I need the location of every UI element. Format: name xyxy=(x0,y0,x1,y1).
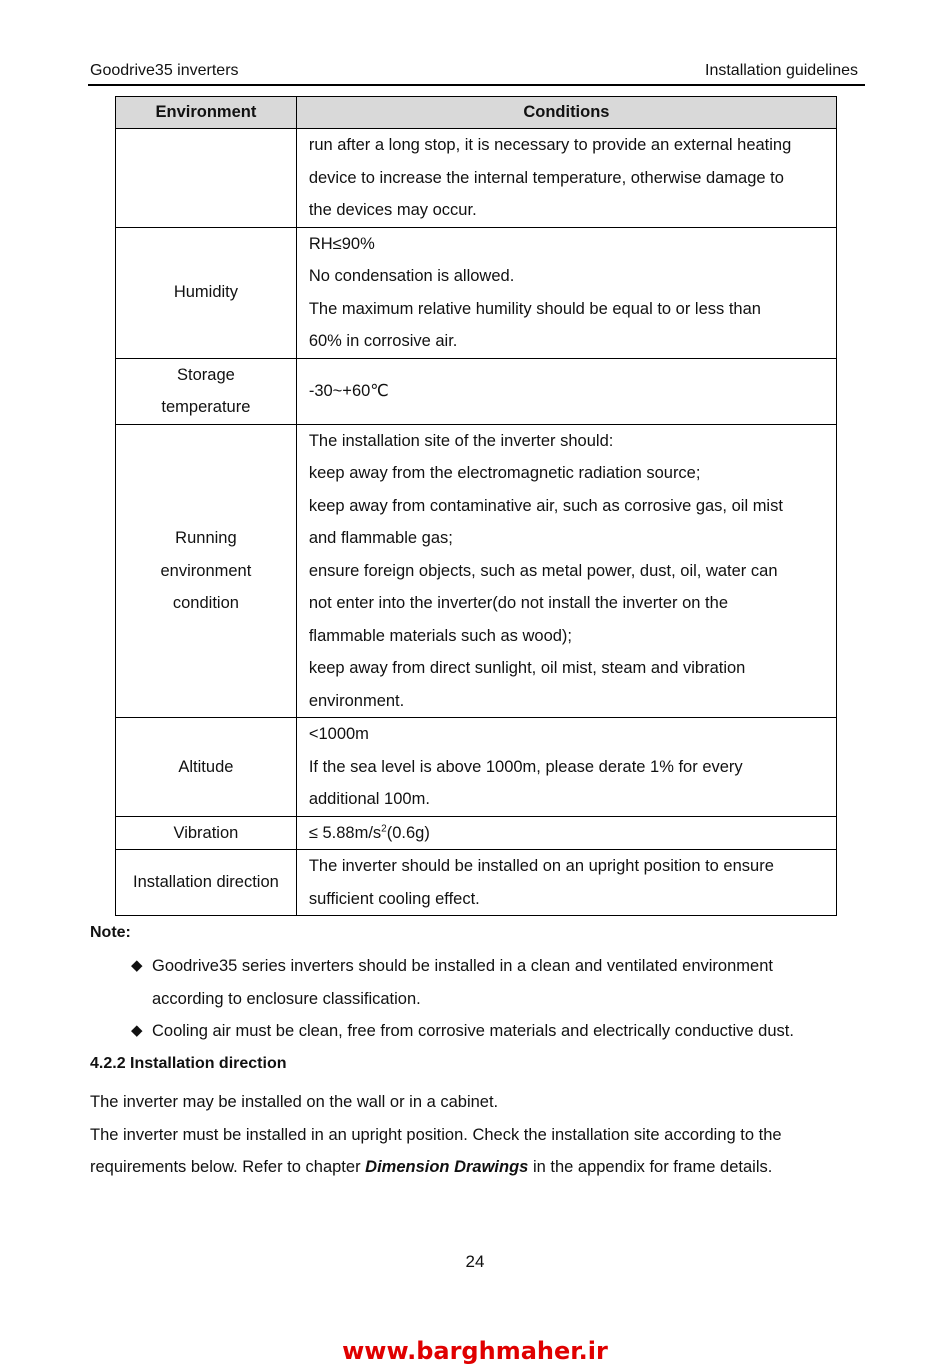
column-header-environment: Environment xyxy=(116,97,297,129)
bullet-line: Goodrive35 series inverters should be installed in a clean and ventilated environment xyxy=(152,957,773,975)
condition-line: If the sea level is above 1000m, please derate 1% for every xyxy=(308,757,743,776)
diamond-bullet-icon: ◆ xyxy=(131,957,143,974)
vibration-prefix: ≤ 5.88m/s xyxy=(308,823,382,842)
condition-line: No condensation is allowed. xyxy=(308,267,515,285)
note-bullet xyxy=(131,1015,841,1048)
paragraph-line: The inverter may be installed on the wall or in a cabinet. xyxy=(90,1093,499,1111)
environment-label: Humidity xyxy=(173,283,238,302)
conditions-cell xyxy=(296,816,836,850)
environment-label: condition xyxy=(172,594,239,612)
column-header-conditions: Conditions xyxy=(296,97,836,129)
condition-line: additional 100m. xyxy=(308,790,430,808)
environment-cell xyxy=(116,358,297,424)
condition-line: and flammable gas; xyxy=(308,529,453,547)
environment-label: Vibration xyxy=(173,823,239,842)
header-title: Goodrive35 inverters xyxy=(90,62,239,79)
chapter-reference: Dimension Drawings xyxy=(365,1158,529,1176)
condition-line: ensure foreign objects, such as metal power, dust, oil, water can xyxy=(308,561,778,580)
environment-cell xyxy=(116,718,297,817)
paragraph-text: requirements below. Refer to chapter xyxy=(90,1158,366,1176)
condition-line: The inverter should be installed on an upright position to ensure xyxy=(308,857,774,875)
table-row xyxy=(116,850,837,916)
header-section: Installation guidelines xyxy=(705,62,858,79)
condition-line: device to increase the internal temperature, otherwise damage to xyxy=(308,168,784,187)
condition-line: 60% in corrosive air. xyxy=(308,332,458,350)
environment-cell xyxy=(116,816,297,850)
section-body xyxy=(90,1086,850,1184)
paragraph-text: in the appendix for frame details. xyxy=(528,1158,773,1176)
condition-line: keep away from the electromagnetic radiation source; xyxy=(308,464,701,482)
table-header-row xyxy=(116,97,837,129)
environment-label: Installation direction xyxy=(132,873,279,892)
note-bullet-list xyxy=(131,950,841,1048)
condition-line: The installation site of the inverter should: xyxy=(308,431,614,450)
table-row xyxy=(116,424,837,718)
section-heading: 4.2.2 Installation direction xyxy=(90,1055,287,1072)
table-row xyxy=(116,358,837,424)
environment-cell xyxy=(116,424,297,718)
environment-cell xyxy=(116,850,297,916)
paragraph-line: The inverter must be installed in an upright position. Check the installation site according to the xyxy=(90,1125,782,1144)
page-number: 24 xyxy=(465,1252,485,1271)
conditions-cell xyxy=(296,358,836,424)
conditions-cell xyxy=(296,718,836,817)
note-bullet xyxy=(131,950,841,1015)
condition-line: The maximum relative humility should be equal to or less than xyxy=(308,299,761,318)
page-header xyxy=(88,60,865,86)
condition-line: -30~+60℃ xyxy=(308,381,389,400)
paragraph-line xyxy=(90,1151,850,1184)
environment-label: temperature xyxy=(161,398,251,416)
condition-line: RH≤90% xyxy=(308,234,375,253)
note-label: Note: xyxy=(90,924,131,941)
table-row xyxy=(116,129,837,228)
bullet-line: according to enclosure classification. xyxy=(152,989,421,1008)
condition-line: flammable materials such as wood); xyxy=(308,626,573,645)
condition-line: keep away from direct sunlight, oil mist, steam and vibration xyxy=(308,659,746,677)
environment-cell xyxy=(116,227,297,358)
environment-label: environment xyxy=(160,561,252,580)
website-watermark: www.barghmaher.ir xyxy=(342,1337,608,1365)
condition-line: <1000m xyxy=(308,725,369,743)
condition-line: sufficient cooling effect. xyxy=(308,889,480,908)
table-row xyxy=(116,718,837,817)
condition-line: the devices may occur. xyxy=(308,201,477,219)
table-row xyxy=(116,816,837,850)
condition-line: not enter into the inverter(do not install the inverter on the xyxy=(308,594,728,612)
environment-table xyxy=(115,96,837,916)
condition-line: run after a long stop, it is necessary to provide an external heating xyxy=(308,136,792,154)
environment-label: Altitude xyxy=(178,757,234,776)
conditions-cell xyxy=(296,850,836,916)
environment-label: Running xyxy=(175,529,237,547)
environment-label: Storage xyxy=(177,365,235,384)
table-row xyxy=(116,227,837,358)
vibration-value xyxy=(309,817,828,850)
vibration-exponent: 2 xyxy=(381,823,387,834)
conditions-cell xyxy=(296,227,836,358)
bullet-line: Cooling air must be clean, free from corrosive materials and electrically conductive dust. xyxy=(152,1022,794,1040)
condition-line: keep away from contaminative air, such as corrosive gas, oil mist xyxy=(308,496,783,515)
vibration-suffix: (0.6g) xyxy=(386,823,430,842)
condition-line: environment. xyxy=(308,691,405,710)
conditions-cell xyxy=(296,424,836,718)
diamond-bullet-icon: ◆ xyxy=(131,1022,143,1039)
environment-cell xyxy=(116,129,297,228)
conditions-cell xyxy=(296,129,836,228)
